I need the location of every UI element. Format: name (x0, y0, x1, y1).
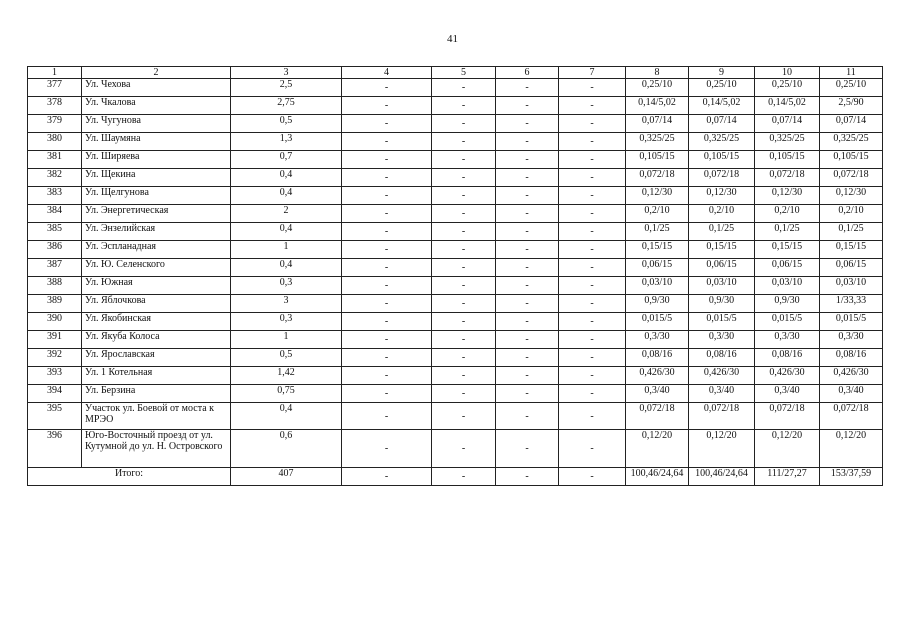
col8-cell: 0,12/30 (626, 187, 689, 205)
col10-cell: 0,07/14 (755, 115, 820, 133)
col4-cell: - (342, 187, 432, 205)
col11-cell: 0,105/15 (820, 151, 883, 169)
col11-cell: 0,3/40 (820, 385, 883, 403)
col7-cell: - (559, 151, 626, 169)
col5-cell: - (432, 403, 496, 430)
col5-cell: - (432, 205, 496, 223)
col8-cell: 0,072/18 (626, 169, 689, 187)
col4-cell: - (342, 241, 432, 259)
page-number: 41 (447, 33, 458, 45)
col6-cell: - (496, 241, 559, 259)
table-row (28, 385, 883, 403)
col9-cell: 0,3/30 (689, 331, 755, 349)
column-header-2: 2 (82, 67, 231, 79)
street-name: Ул. Щелгунова (82, 187, 231, 205)
col8-cell: 0,12/20 (626, 430, 689, 468)
length-cell: 0,4 (231, 187, 342, 205)
col10-cell: 0,015/5 (755, 313, 820, 331)
col7-cell: - (559, 259, 626, 277)
col4-cell: - (342, 259, 432, 277)
col6-cell: - (496, 313, 559, 331)
col10-cell: 0,25/10 (755, 79, 820, 97)
col5-cell: - (432, 115, 496, 133)
col4-cell: - (342, 97, 432, 115)
table-row (28, 133, 883, 151)
col9-cell: 0,07/14 (689, 115, 755, 133)
col6-cell: - (496, 115, 559, 133)
col9-cell: 0,03/10 (689, 277, 755, 295)
col9-cell: 0,06/15 (689, 259, 755, 277)
col8-cell: 0,2/10 (626, 205, 689, 223)
row-number: 381 (28, 151, 82, 169)
street-name: Ул. Якуба Колоса (82, 331, 231, 349)
col7-cell: - (559, 295, 626, 313)
col4-cell: - (342, 385, 432, 403)
total-label: Итого: (28, 468, 231, 486)
col7-cell: - (559, 331, 626, 349)
col10-cell: 0,3/40 (755, 385, 820, 403)
data-table (27, 66, 883, 486)
table-row (28, 430, 883, 468)
col4-cell: - (342, 151, 432, 169)
col5-cell: - (432, 223, 496, 241)
col11-cell: 0,06/15 (820, 259, 883, 277)
col11-cell: 0,1/25 (820, 223, 883, 241)
table-row (28, 403, 883, 430)
col8-cell: 0,14/5,02 (626, 97, 689, 115)
col8-cell: 0,08/16 (626, 349, 689, 367)
row-number: 384 (28, 205, 82, 223)
col9-cell: 0,12/20 (689, 430, 755, 468)
col10-cell: 0,105/15 (755, 151, 820, 169)
col11-cell: 0,015/5 (820, 313, 883, 331)
col6-cell: - (496, 187, 559, 205)
col4-cell: - (342, 295, 432, 313)
col10-cell: 0,072/18 (755, 169, 820, 187)
col7-cell: - (559, 430, 626, 468)
col9-cell: 0,12/30 (689, 187, 755, 205)
row-number: 390 (28, 313, 82, 331)
col6-cell: - (496, 97, 559, 115)
col7-cell: - (559, 223, 626, 241)
street-name: Ул. Щекина (82, 169, 231, 187)
col6-cell: - (496, 349, 559, 367)
row-number: 383 (28, 187, 82, 205)
col4-cell: - (342, 331, 432, 349)
street-name: Ул. Эспланадная (82, 241, 231, 259)
column-header-11: 11 (820, 67, 883, 79)
col11-cell: 0,12/20 (820, 430, 883, 468)
col7-cell: - (559, 169, 626, 187)
row-number: 396 (28, 430, 82, 468)
col8-cell: 0,426/30 (626, 367, 689, 385)
length-cell: 0,7 (231, 151, 342, 169)
col10-cell: 0,426/30 (755, 367, 820, 385)
street-name: Ул. Чехова (82, 79, 231, 97)
col7-cell: - (559, 97, 626, 115)
length-cell: 0,3 (231, 277, 342, 295)
col10-cell: 0,12/30 (755, 187, 820, 205)
length-cell: 0,4 (231, 259, 342, 277)
length-cell: 1,3 (231, 133, 342, 151)
street-name: Ул. Ярославская (82, 349, 231, 367)
total-c10-cell: 111/27,27 (755, 468, 820, 486)
length-cell: 0,4 (231, 223, 342, 241)
length-cell: 2,75 (231, 97, 342, 115)
col8-cell: 0,07/14 (626, 115, 689, 133)
length-cell: 0,4 (231, 169, 342, 187)
col10-cell: 0,03/10 (755, 277, 820, 295)
col4-cell: - (342, 169, 432, 187)
col8-cell: 0,072/18 (626, 403, 689, 430)
col7-cell: - (559, 205, 626, 223)
col4-cell: - (342, 205, 432, 223)
table-body (28, 67, 883, 486)
col10-cell: 0,1/25 (755, 223, 820, 241)
street-name: Ул. 1 Котельная (82, 367, 231, 385)
col4-cell: - (342, 349, 432, 367)
street-name: Ул. Якобинская (82, 313, 231, 331)
col5-cell: - (432, 151, 496, 169)
col10-cell: 0,325/25 (755, 133, 820, 151)
col6-cell: - (496, 151, 559, 169)
column-header-5: 5 (432, 67, 496, 79)
col5-cell: - (432, 313, 496, 331)
row-number: 395 (28, 403, 82, 430)
total-c9-cell: 100,46/24,64 (689, 468, 755, 486)
row-number: 389 (28, 295, 82, 313)
col6-cell: - (496, 259, 559, 277)
col10-cell: 0,12/20 (755, 430, 820, 468)
row-number: 378 (28, 97, 82, 115)
col11-cell: 1/33,33 (820, 295, 883, 313)
col9-cell: 0,015/5 (689, 313, 755, 331)
col5-cell: - (432, 79, 496, 97)
street-name: Ул. Шаумяна (82, 133, 231, 151)
col9-cell: 0,105/15 (689, 151, 755, 169)
street-name: Ул. Чугунова (82, 115, 231, 133)
col9-cell: 0,14/5,02 (689, 97, 755, 115)
total-c7-cell: - (559, 468, 626, 486)
col5-cell: - (432, 97, 496, 115)
col8-cell: 0,015/5 (626, 313, 689, 331)
length-cell: 0,3 (231, 313, 342, 331)
street-name: Ул. Берзина (82, 385, 231, 403)
street-name: Ул. Чкалова (82, 97, 231, 115)
col5-cell: - (432, 295, 496, 313)
col11-cell: 0,2/10 (820, 205, 883, 223)
street-name: Ул. Ю. Селенского (82, 259, 231, 277)
col8-cell: 0,3/30 (626, 331, 689, 349)
col8-cell: 0,1/25 (626, 223, 689, 241)
col8-cell: 0,25/10 (626, 79, 689, 97)
col6-cell: - (496, 277, 559, 295)
table-row (28, 367, 883, 385)
col6-cell: - (496, 223, 559, 241)
col11-cell: 0,03/10 (820, 277, 883, 295)
col7-cell: - (559, 115, 626, 133)
col6-cell: - (496, 79, 559, 97)
col10-cell: 0,3/30 (755, 331, 820, 349)
col8-cell: 0,9/30 (626, 295, 689, 313)
row-number: 382 (28, 169, 82, 187)
column-header-6: 6 (496, 67, 559, 79)
col6-cell: - (496, 385, 559, 403)
col9-cell: 0,072/18 (689, 403, 755, 430)
length-cell: 0,5 (231, 115, 342, 133)
col5-cell: - (432, 187, 496, 205)
col4-cell: - (342, 115, 432, 133)
row-number: 391 (28, 331, 82, 349)
col10-cell: 0,15/15 (755, 241, 820, 259)
col11-cell: 0,072/18 (820, 169, 883, 187)
column-header-8: 8 (626, 67, 689, 79)
col6-cell: - (496, 205, 559, 223)
row-number: 385 (28, 223, 82, 241)
table-row (28, 349, 883, 367)
col9-cell: 0,25/10 (689, 79, 755, 97)
length-cell: 2 (231, 205, 342, 223)
col5-cell: - (432, 430, 496, 468)
street-name: Ул. Энергетическая (82, 205, 231, 223)
col5-cell: - (432, 241, 496, 259)
street-name: Ул. Южная (82, 277, 231, 295)
col8-cell: 0,325/25 (626, 133, 689, 151)
total-row (28, 468, 883, 486)
col7-cell: - (559, 385, 626, 403)
row-number: 386 (28, 241, 82, 259)
col10-cell: 0,072/18 (755, 403, 820, 430)
total-c11-cell: 153/37,59 (820, 468, 883, 486)
col7-cell: - (559, 187, 626, 205)
col7-cell: - (559, 277, 626, 295)
total-c6-cell: - (496, 468, 559, 486)
col9-cell: 0,15/15 (689, 241, 755, 259)
col8-cell: 0,3/40 (626, 385, 689, 403)
col6-cell: - (496, 295, 559, 313)
col10-cell: 0,08/16 (755, 349, 820, 367)
total-c3-cell: 407 (231, 468, 342, 486)
col6-cell: - (496, 169, 559, 187)
col4-cell: - (342, 313, 432, 331)
col4-cell: - (342, 79, 432, 97)
row-number: 380 (28, 133, 82, 151)
col10-cell: 0,06/15 (755, 259, 820, 277)
col11-cell: 0,08/16 (820, 349, 883, 367)
col10-cell: 0,2/10 (755, 205, 820, 223)
row-number: 388 (28, 277, 82, 295)
col7-cell: - (559, 349, 626, 367)
column-header-1: 1 (28, 67, 82, 79)
col5-cell: - (432, 169, 496, 187)
col6-cell: - (496, 430, 559, 468)
row-number: 387 (28, 259, 82, 277)
table-row (28, 79, 883, 97)
street-name: Ул. Энзелийская (82, 223, 231, 241)
col6-cell: - (496, 133, 559, 151)
table-row (28, 277, 883, 295)
row-number: 379 (28, 115, 82, 133)
col7-cell: - (559, 133, 626, 151)
total-c4-cell: - (342, 468, 432, 486)
col9-cell: 0,325/25 (689, 133, 755, 151)
column-header-3: 3 (231, 67, 342, 79)
col6-cell: - (496, 367, 559, 385)
col6-cell: - (496, 403, 559, 430)
col5-cell: - (432, 277, 496, 295)
col4-cell: - (342, 367, 432, 385)
header-row (28, 67, 883, 79)
col7-cell: - (559, 367, 626, 385)
table-row (28, 151, 883, 169)
col11-cell: 0,3/30 (820, 331, 883, 349)
col5-cell: - (432, 259, 496, 277)
col8-cell: 0,105/15 (626, 151, 689, 169)
row-number: 393 (28, 367, 82, 385)
col11-cell: 0,25/10 (820, 79, 883, 97)
total-c5-cell: - (432, 468, 496, 486)
total-c8-cell: 100,46/24,64 (626, 468, 689, 486)
col7-cell: - (559, 79, 626, 97)
col10-cell: 0,14/5,02 (755, 97, 820, 115)
table-row (28, 223, 883, 241)
table-row (28, 313, 883, 331)
column-header-9: 9 (689, 67, 755, 79)
col5-cell: - (432, 367, 496, 385)
col7-cell: - (559, 403, 626, 430)
col11-cell: 0,15/15 (820, 241, 883, 259)
length-cell: 0,5 (231, 349, 342, 367)
table-row (28, 295, 883, 313)
table-row (28, 241, 883, 259)
col9-cell: 0,072/18 (689, 169, 755, 187)
col6-cell: - (496, 331, 559, 349)
col5-cell: - (432, 133, 496, 151)
row-number: 394 (28, 385, 82, 403)
column-header-4: 4 (342, 67, 432, 79)
col8-cell: 0,15/15 (626, 241, 689, 259)
col11-cell: 0,07/14 (820, 115, 883, 133)
table-row (28, 205, 883, 223)
table-row (28, 169, 883, 187)
col10-cell: 0,9/30 (755, 295, 820, 313)
col8-cell: 0,03/10 (626, 277, 689, 295)
col8-cell: 0,06/15 (626, 259, 689, 277)
row-number: 377 (28, 79, 82, 97)
length-cell: 0,4 (231, 403, 342, 430)
table-row (28, 97, 883, 115)
col9-cell: 0,9/30 (689, 295, 755, 313)
length-cell: 1,42 (231, 367, 342, 385)
col4-cell: - (342, 430, 432, 468)
length-cell: 1 (231, 241, 342, 259)
length-cell: 1 (231, 331, 342, 349)
table-row (28, 115, 883, 133)
col5-cell: - (432, 349, 496, 367)
length-cell: 0,75 (231, 385, 342, 403)
street-name: Ул. Ширяева (82, 151, 231, 169)
column-header-7: 7 (559, 67, 626, 79)
col9-cell: 0,3/40 (689, 385, 755, 403)
col4-cell: - (342, 223, 432, 241)
col5-cell: - (432, 385, 496, 403)
col9-cell: 0,08/16 (689, 349, 755, 367)
col11-cell: 0,12/30 (820, 187, 883, 205)
length-cell: 0,6 (231, 430, 342, 468)
table-row (28, 259, 883, 277)
col7-cell: - (559, 241, 626, 259)
row-number: 392 (28, 349, 82, 367)
column-header-10: 10 (755, 67, 820, 79)
table-row (28, 331, 883, 349)
col9-cell: 0,2/10 (689, 205, 755, 223)
street-name: Участок ул. Боевой от моста к МРЭО (82, 403, 231, 430)
col11-cell: 0,072/18 (820, 403, 883, 430)
col9-cell: 0,426/30 (689, 367, 755, 385)
street-name: Юго-Восточный проезд от ул. Кутумной до ул. Н. Островского (82, 430, 231, 468)
length-cell: 2,5 (231, 79, 342, 97)
col11-cell: 0,325/25 (820, 133, 883, 151)
col4-cell: - (342, 133, 432, 151)
col9-cell: 0,1/25 (689, 223, 755, 241)
col4-cell: - (342, 403, 432, 430)
table-row (28, 187, 883, 205)
street-name: Ул. Яблочкова (82, 295, 231, 313)
col11-cell: 0,426/30 (820, 367, 883, 385)
col4-cell: - (342, 277, 432, 295)
length-cell: 3 (231, 295, 342, 313)
col11-cell: 2,5/90 (820, 97, 883, 115)
col5-cell: - (432, 331, 496, 349)
col7-cell: - (559, 313, 626, 331)
